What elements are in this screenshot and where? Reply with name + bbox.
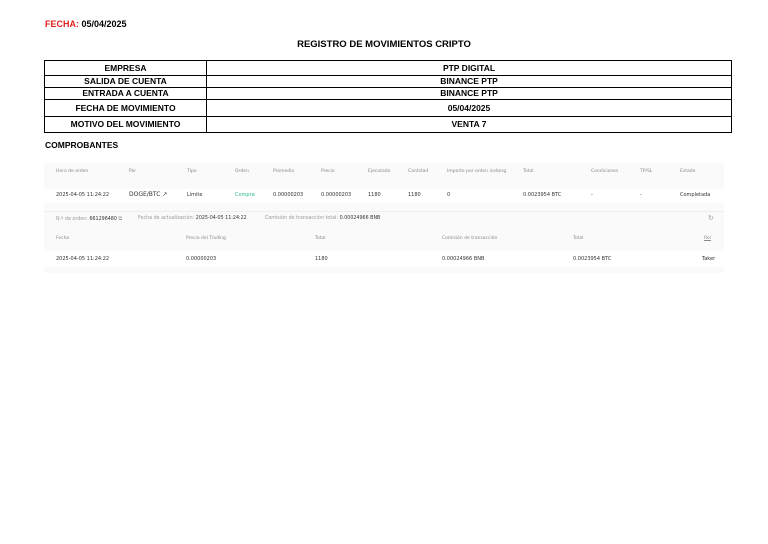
trade-header-cell: Precio del Trading — [186, 236, 226, 241]
order-header-row — [44, 169, 724, 181]
order-tpsl: - — [640, 192, 642, 198]
row-key: ENTRADA A CUENTA — [45, 88, 207, 100]
trade-header-row — [44, 233, 724, 245]
total-fee-value: 0.00024966 BNB — [339, 216, 381, 221]
order-detail-bar — [44, 211, 724, 224]
copy-icon[interactable]: ⧉ — [118, 217, 122, 222]
trade-fee: 0.00024966 BNB — [442, 256, 485, 262]
trade-row — [44, 251, 724, 267]
date-line — [45, 19, 127, 29]
table-row — [45, 61, 732, 76]
order-header-cell: TP/SL — [640, 169, 653, 174]
update-date-label: Fecha de actualización: — [138, 216, 195, 221]
row-key: SALIDA DE CUENTA — [45, 76, 207, 88]
order-header-cell: Total — [523, 169, 534, 174]
row-value: 05/04/2025 — [207, 100, 732, 117]
update-date-value: 2025-04-05 11:24:22 — [195, 216, 247, 221]
table-row — [45, 88, 732, 100]
order-header-cell: Importe por orden iceberg — [447, 169, 507, 174]
order-average: 0.00000203 — [273, 192, 304, 198]
row-value: VENTA 7 — [207, 117, 732, 133]
order-header-cell: Par — [129, 169, 137, 174]
order-status: Completada — [680, 192, 711, 198]
order-side: Compra — [235, 192, 255, 198]
date-value: 05/04/2025 — [81, 19, 127, 29]
order-header-cell: Tipo — [187, 169, 197, 174]
total-fee — [265, 216, 380, 221]
order-iceberg: 0 — [447, 192, 451, 198]
movement-table — [44, 60, 732, 133]
order-time: 2025-04-05 11:24:22 — [56, 192, 110, 198]
order-header-cell: Estado — [680, 169, 696, 174]
total-fee-label: Comisión de transacción total: — [265, 216, 339, 221]
trade-total-btc: 0.0023954 BTC — [573, 256, 612, 262]
trade-price: 0.00000203 — [186, 256, 217, 262]
order-row — [44, 189, 724, 203]
table-row — [45, 100, 732, 117]
row-value: PTP DIGITAL — [207, 61, 732, 76]
trade-header-cell: Total — [315, 236, 326, 241]
order-pair[interactable] — [129, 191, 167, 198]
trade-header-cell: Comisión de transacción — [442, 236, 498, 241]
trade-role: Taker — [702, 256, 716, 262]
trade-total: 1180 — [315, 256, 328, 262]
order-pair-label[interactable]: DOGE/BTC — [129, 191, 161, 198]
trade-header-cell: Fecha — [56, 236, 70, 241]
order-header-cell: Condiciones — [591, 169, 619, 174]
order-executed: 1180 — [368, 192, 381, 198]
row-value: BINANCE PTP — [207, 76, 732, 88]
page-title: REGISTRO DE MOVIMIENTOS CRIPTO — [297, 39, 471, 50]
order-header-cell: Ejecutado — [368, 169, 391, 174]
order-header-cell: Hora de orden — [56, 169, 89, 174]
date-label: FECHA: — [45, 19, 79, 29]
order-number-label: N.º de orden: — [56, 217, 88, 222]
order-header-cell: Orden — [235, 169, 249, 174]
order-number — [56, 216, 122, 222]
order-header-cell: Cantidad — [408, 169, 429, 174]
order-header-cell: Precio — [321, 169, 335, 174]
update-date — [138, 216, 247, 221]
order-screenshot — [44, 163, 724, 273]
order-type: Límite — [187, 192, 203, 198]
trade-header-cell: Rol — [704, 236, 711, 241]
table-row — [45, 76, 732, 88]
row-value: BINANCE PTP — [207, 88, 732, 100]
trade-header-cell: Total — [573, 236, 584, 241]
order-total: 0.0023954 BTC — [523, 192, 562, 198]
external-link-icon[interactable]: ↗ — [162, 191, 168, 198]
order-quantity: 1180 — [408, 192, 421, 198]
trade-date: 2025-04-05 11:24:22 — [56, 256, 110, 262]
table-row — [45, 117, 732, 133]
row-key: MOTIVO DEL MOVIMIENTO — [45, 117, 207, 133]
row-key: EMPRESA — [45, 61, 207, 76]
row-key: FECHA DE MOVIMIENTO — [45, 100, 207, 117]
refresh-icon[interactable]: ↻ — [708, 214, 714, 222]
comprobantes-heading: COMPROBANTES — [45, 140, 119, 150]
order-number-value: 661296480 — [89, 217, 117, 222]
order-price: 0.00000203 — [321, 192, 352, 198]
order-conditions: - — [591, 192, 593, 198]
order-header-cell: Promedio — [273, 169, 295, 174]
